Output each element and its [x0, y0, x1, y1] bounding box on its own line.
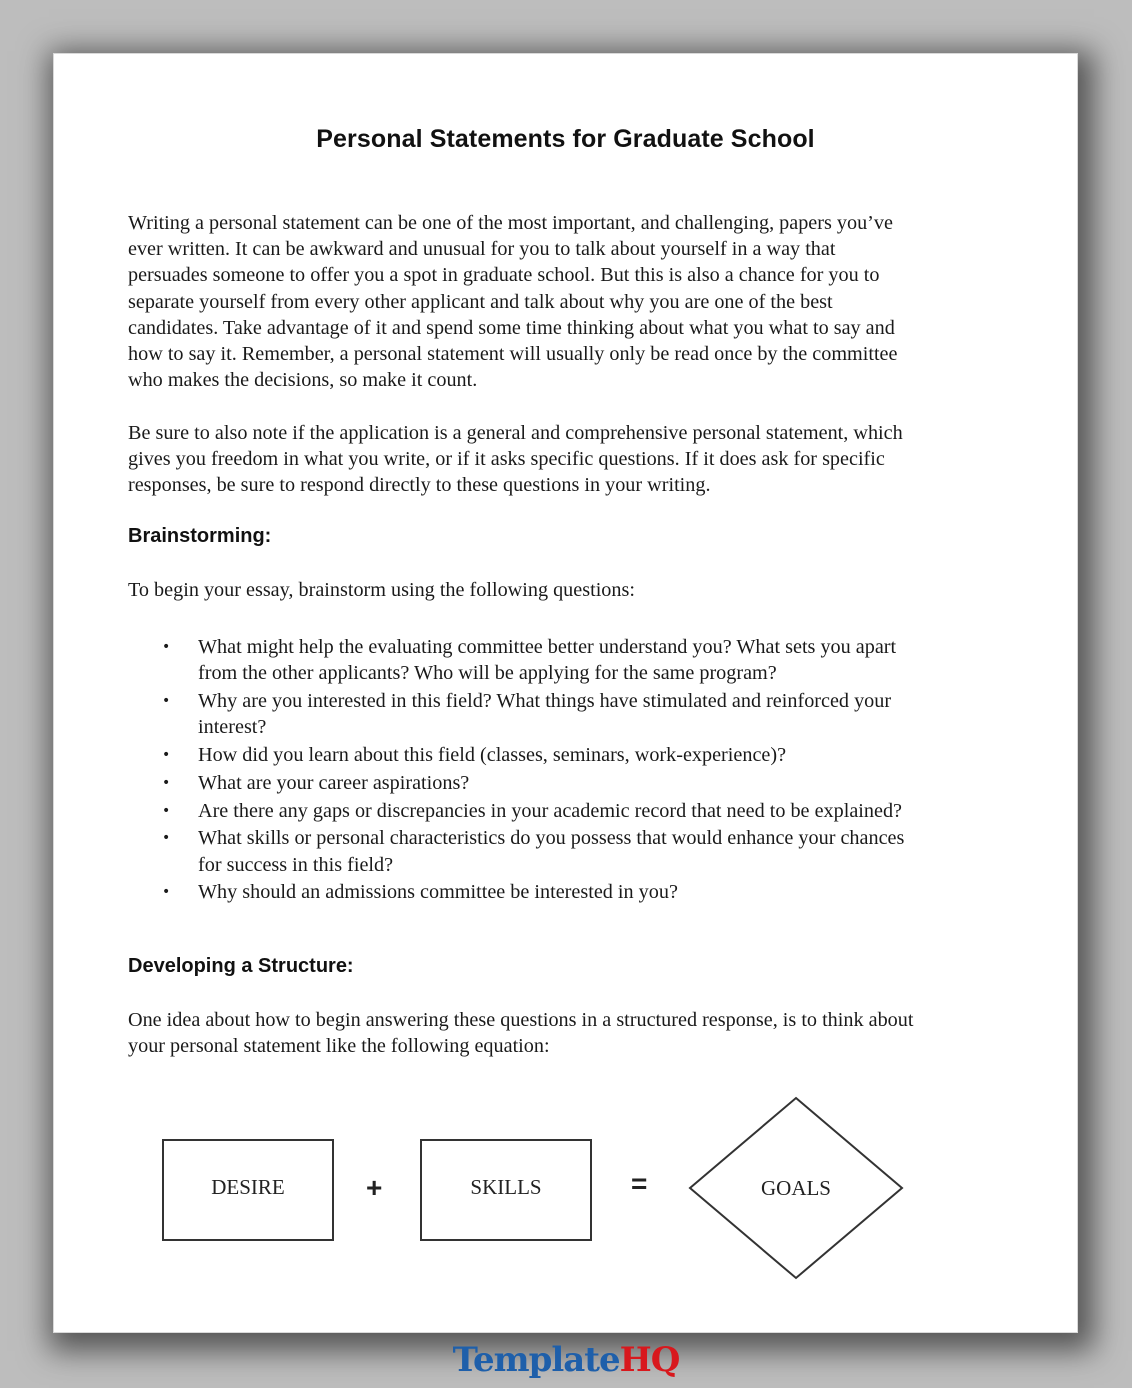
plus-sign: +	[366, 1172, 383, 1203]
desire-box: DESIRE	[162, 1139, 334, 1241]
brainstorming-intro	[128, 577, 1048, 603]
bullet-icon: •	[162, 774, 171, 791]
paragraph-line: Be sure to also note if the application is a general and comprehensive personal statement, which	[128, 422, 903, 444]
brainstorming-intro-text: To begin your essay, brainstorm using the following questions:	[128, 579, 635, 601]
templatehq-watermark-logo	[0, 1338, 1132, 1382]
watermark-part-template: Template	[452, 1340, 620, 1380]
bullet-icon: •	[162, 830, 171, 847]
question-item	[154, 688, 1054, 740]
question-item	[154, 825, 1054, 877]
watermark-part-hq: HQ	[619, 1340, 680, 1380]
paragraph-line: gives you freedom in what you write, or if it asks specific questions. If it does ask for specific	[128, 448, 885, 471]
structure-heading: Developing a Structure:	[128, 955, 354, 977]
question-item	[154, 879, 1054, 905]
question-line: Are there any gaps or discrepancies in your academic record that need to be explained?	[198, 799, 902, 822]
paragraph-line: ever written. It can be awkward and unusual for you to talk about yourself in a way that	[128, 238, 836, 261]
paragraph-line: who makes the decisions, so make it count.	[128, 369, 478, 392]
intro-paragraph	[128, 210, 1048, 393]
paragraph-line: persuades someone to offer you a spot in graduate school. But this is also a chance for you to	[128, 264, 880, 287]
goals-diamond	[686, 1094, 906, 1280]
question-item	[154, 634, 1054, 686]
paragraph-line: how to say it. Remember, a personal statement will usually only be read once by the committee	[128, 343, 898, 366]
paragraph-line: your personal statement like the following equation:	[128, 1035, 550, 1058]
document-page	[53, 53, 1078, 1333]
paragraph-line: responses, be sure to respond directly to these questions in your writing.	[128, 474, 711, 497]
paragraph-line: One idea about how to begin answering these questions in a structured response, is to think about	[128, 1009, 914, 1031]
paragraph-line: Writing a personal statement can be one of the most important, and challenging, papers you’ve	[128, 212, 893, 234]
document-title: Personal Statements for Graduate School	[316, 125, 815, 153]
paragraph-line: separate yourself from every other applicant and talk about why you are one of the best	[128, 290, 833, 313]
goals-label: GOALS	[760, 1176, 831, 1200]
question-line: from the other applicants? Who will be applying for the same program?	[198, 662, 777, 685]
bullet-icon: •	[162, 639, 171, 655]
structure-intro	[128, 1007, 1048, 1059]
question-item	[154, 770, 1054, 796]
brainstorming-question-list	[154, 634, 1054, 907]
brainstorming-heading: Brainstorming:	[128, 525, 272, 547]
bullet-icon: •	[162, 884, 171, 901]
paragraph-line: candidates. Take advantage of it and spend some time thinking about what you what to say and	[128, 316, 895, 339]
bullet-icon: •	[162, 693, 171, 709]
question-line: Why should an admissions committee be interested in you?	[198, 881, 678, 904]
equals-sign: =	[631, 1168, 648, 1199]
question-line: interest?	[198, 716, 267, 739]
bullet-icon: •	[162, 802, 171, 819]
question-line: What are your career aspirations?	[198, 771, 470, 794]
question-line: What might help the evaluating committee better understand you? What sets you apart	[198, 636, 897, 658]
equation-diagram	[154, 1094, 934, 1294]
question-item	[154, 798, 1054, 824]
bullet-icon: •	[162, 747, 171, 763]
question-line: What skills or personal characteristics do you possess that would enhance your chances	[198, 827, 905, 850]
question-line: Why are you interested in this field? What things have stimulated and reinforced your	[198, 690, 892, 712]
question-line: How did you learn about this field (classes, seminars, work-experience)?	[198, 744, 787, 766]
second-paragraph	[128, 420, 1048, 499]
question-line: for success in this field?	[198, 853, 394, 876]
skills-box: SKILLS	[420, 1139, 592, 1241]
question-item	[154, 742, 1054, 768]
